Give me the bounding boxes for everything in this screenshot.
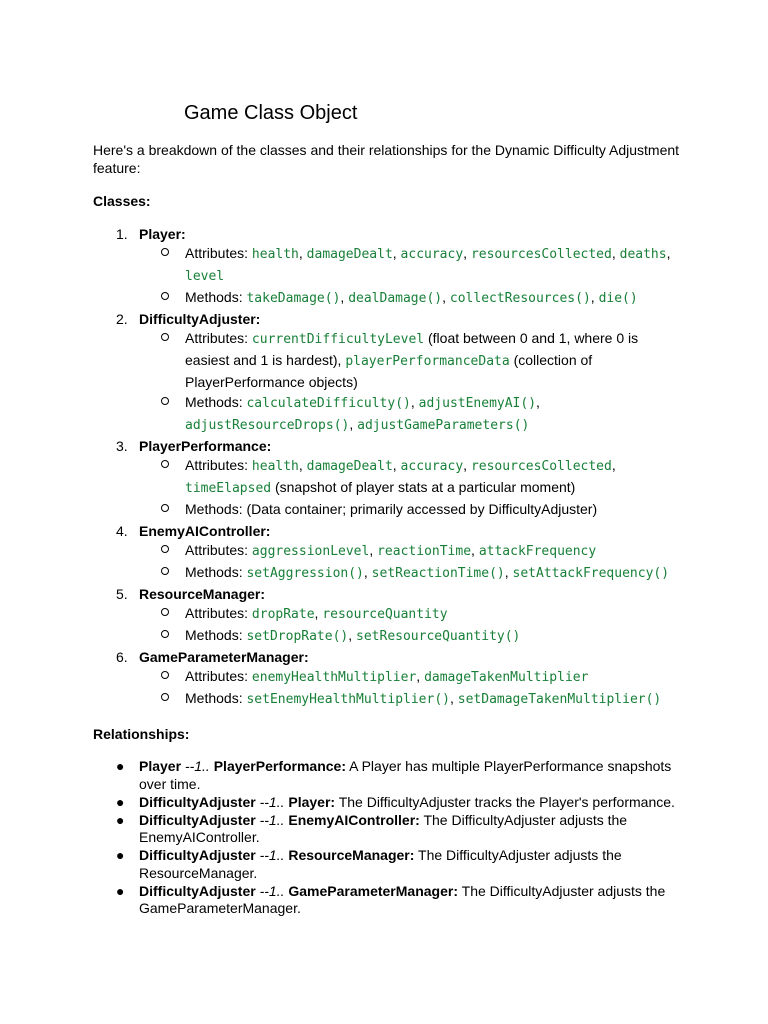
relationship-to: ResourceManager:	[284, 847, 415, 863]
code-token: adjustResourceDrops()	[185, 418, 350, 433]
class-number: 1.	[116, 226, 128, 242]
relationships-list	[0, 758, 768, 918]
bullet-icon: ●	[116, 793, 125, 810]
methods-label: Methods:	[185, 627, 247, 643]
code-token: accuracy	[400, 459, 464, 474]
hollow-bullet-icon	[161, 504, 169, 512]
methods-line	[0, 625, 768, 647]
plain-text: ,	[536, 394, 540, 410]
hollow-bullet-icon	[161, 671, 169, 679]
plain-text: (Data container; primarily accessed by DifficultyAdjuster)	[246, 501, 598, 517]
code-token: dealDamage()	[348, 291, 443, 306]
class-item	[0, 648, 768, 710]
code-token: setDamageTakenMultiplier()	[457, 692, 662, 707]
relationship-to: GameParameterManager:	[284, 882, 458, 899]
plain-text: (float between 0 and 1, where 0 is easiest and 1 is hardest),	[185, 330, 639, 368]
code-token: damageTakenMultiplier	[424, 670, 589, 685]
relationship-item	[0, 812, 768, 847]
code-token: setAggression()	[246, 566, 364, 581]
relationships-heading: Relationships:	[93, 726, 190, 742]
code-token: playerPerformanceData	[345, 354, 510, 369]
attributes-line	[0, 455, 768, 499]
hollow-bullet-icon	[161, 545, 169, 553]
methods-line	[0, 392, 768, 436]
relationship-description: The DifficultyAdjuster tracks the Player's performance.	[335, 793, 675, 810]
classes-heading: Classes:	[93, 193, 151, 209]
attributes-line	[0, 243, 768, 287]
relationship-description: The DifficultyAdjuster adjusts the GameParameterManager.	[139, 882, 666, 916]
attributes-line	[0, 603, 768, 625]
code-token: currentDifficultyLevel	[251, 332, 425, 347]
class-header	[0, 648, 768, 666]
plain-text: ,	[611, 245, 620, 261]
bullet-icon: ●	[116, 758, 125, 774]
attributes-label: Attributes:	[185, 542, 252, 558]
attributes-label: Attributes:	[185, 668, 252, 684]
class-number: 6.	[116, 649, 128, 665]
plain-text: ,	[416, 668, 425, 684]
relationship-from: DifficultyAdjuster	[139, 793, 256, 810]
attributes-label: Attributes:	[185, 245, 252, 261]
class-number: 4.	[116, 523, 128, 539]
methods-label: Methods:	[185, 690, 247, 706]
relationship-multiplicity: --1..	[255, 882, 285, 899]
plain-text: ,	[611, 457, 616, 473]
code-token: adjustGameParameters()	[357, 418, 530, 433]
plain-text: (snapshot of player stats at a particular moment)	[271, 479, 576, 495]
plain-text: ,	[504, 564, 513, 580]
code-token: collectResources()	[449, 291, 591, 306]
plain-text: ,	[392, 457, 401, 473]
plain-text: ,	[463, 245, 471, 261]
code-token: health	[251, 459, 299, 474]
relationship-from: DifficultyAdjuster	[139, 847, 256, 863]
methods-label: Methods:	[185, 564, 247, 580]
relationship-item	[0, 794, 768, 812]
relationship-from: Player	[139, 758, 182, 774]
hollow-bullet-icon	[161, 292, 169, 300]
plain-text: ,	[314, 605, 323, 621]
code-token: die()	[598, 291, 638, 306]
code-token: setResourceQuantity()	[356, 629, 521, 644]
plain-text: ,	[349, 416, 358, 432]
bullet-icon: ●	[116, 811, 125, 828]
methods-line	[0, 499, 768, 521]
class-header	[0, 225, 768, 243]
attributes-label: Attributes:	[185, 457, 252, 473]
class-name: DifficultyAdjuster:	[139, 311, 261, 327]
code-token: setEnemyHealthMultiplier()	[246, 692, 450, 707]
class-number: 5.	[116, 586, 128, 602]
methods-line	[0, 287, 768, 309]
relationship-from: DifficultyAdjuster	[139, 882, 256, 899]
hollow-bullet-icon	[161, 567, 169, 575]
code-token: damageDealt	[306, 247, 393, 262]
code-token: calculateDifficulty()	[246, 396, 411, 411]
code-token: resourcesCollected	[470, 247, 612, 262]
hollow-bullet-icon	[161, 630, 169, 638]
classes-list	[0, 225, 768, 711]
class-item	[0, 225, 768, 309]
class-item	[0, 310, 768, 436]
plain-text: (collection of PlayerPerformance objects)	[185, 352, 593, 390]
methods-label: Methods:	[185, 289, 247, 305]
relationship-description: The DifficultyAdjuster adjusts the ResourceManager.	[139, 847, 622, 881]
relationship-description: A Player has multiple PlayerPerformance snapshots over time.	[139, 758, 672, 792]
code-token: reactionTime	[377, 544, 472, 559]
page-title: Game Class Object	[184, 102, 358, 124]
code-token: takeDamage()	[246, 291, 341, 306]
class-name: GameParameterManager:	[139, 649, 309, 665]
relationship-to: Player:	[284, 793, 336, 810]
class-name: Player:	[139, 226, 186, 242]
plain-text: ,	[666, 245, 671, 261]
plain-text: ,	[363, 564, 372, 580]
relationship-multiplicity: --1..	[255, 847, 285, 863]
methods-label: Methods:	[185, 394, 247, 410]
code-token: setReactionTime()	[371, 566, 505, 581]
intro-paragraph: Here's a breakdown of the classes and their relationships for the Dynamic Difficulty Adjustment feature:	[93, 142, 680, 176]
methods-line	[0, 688, 768, 710]
hollow-bullet-icon	[161, 248, 169, 256]
class-name: EnemyAIController:	[139, 523, 271, 539]
hollow-bullet-icon	[161, 608, 169, 616]
hollow-bullet-icon	[161, 333, 169, 341]
attributes-label: Attributes:	[185, 330, 252, 346]
relationship-multiplicity: --1..	[181, 758, 210, 774]
class-header	[0, 522, 768, 540]
plain-text: ,	[463, 457, 471, 473]
plain-text: ,	[348, 627, 357, 643]
class-number: 3.	[116, 438, 128, 454]
code-token: level	[185, 269, 225, 284]
code-token: resourceQuantity	[322, 607, 448, 622]
bullet-icon: ●	[116, 847, 125, 863]
relationship-description: The DifficultyAdjuster adjusts the EnemyAIController.	[139, 811, 628, 845]
plain-text: ,	[449, 690, 458, 706]
class-name: PlayerPerformance:	[139, 438, 272, 454]
plain-text: ,	[392, 245, 401, 261]
hollow-bullet-icon	[161, 693, 169, 701]
class-item	[0, 522, 768, 584]
plain-text: ,	[340, 289, 349, 305]
class-item	[0, 437, 768, 521]
plain-text: ,	[471, 542, 479, 558]
attributes-line	[0, 328, 768, 392]
relationship-to: PlayerPerformance:	[209, 758, 347, 774]
relationship-multiplicity: --1..	[255, 793, 285, 810]
code-token: setDropRate()	[246, 629, 349, 644]
relationship-item	[0, 758, 768, 793]
relationship-to: EnemyAIController:	[284, 811, 420, 828]
code-token: enemyHealthMultiplier	[251, 670, 417, 685]
code-token: resourcesCollected	[470, 459, 612, 474]
code-token: damageDealt	[306, 459, 393, 474]
plain-text: ,	[298, 457, 307, 473]
class-header	[0, 437, 768, 455]
class-name: ResourceManager:	[139, 586, 266, 602]
relationship-item	[0, 883, 768, 918]
plain-text: ,	[442, 289, 450, 305]
code-token: timeElapsed	[185, 481, 272, 496]
bullet-icon: ●	[116, 882, 125, 899]
plain-text: ,	[369, 542, 378, 558]
code-token: aggressionLevel	[251, 544, 370, 559]
class-header	[0, 310, 768, 328]
code-token: deaths	[619, 247, 667, 262]
hollow-bullet-icon	[161, 397, 169, 405]
methods-line	[0, 562, 768, 584]
relationship-item	[0, 847, 768, 882]
attributes-label: Attributes:	[185, 605, 252, 621]
code-token: health	[251, 247, 299, 262]
plain-text: ,	[298, 245, 307, 261]
code-token: adjustEnemyAI()	[418, 396, 537, 411]
class-header	[0, 585, 768, 603]
code-token: setAttackFrequency()	[512, 566, 670, 581]
attributes-line	[0, 666, 768, 688]
code-token: dropRate	[251, 607, 315, 622]
class-number: 2.	[116, 311, 128, 327]
class-item	[0, 585, 768, 647]
relationship-from: DifficultyAdjuster	[139, 811, 256, 828]
code-token: accuracy	[400, 247, 464, 262]
relationship-multiplicity: --1..	[255, 811, 285, 828]
attributes-line	[0, 540, 768, 562]
plain-text: ,	[590, 289, 599, 305]
hollow-bullet-icon	[161, 460, 169, 468]
plain-text: ,	[410, 394, 419, 410]
methods-label: Methods:	[185, 501, 247, 517]
code-token: attackFrequency	[478, 544, 597, 559]
